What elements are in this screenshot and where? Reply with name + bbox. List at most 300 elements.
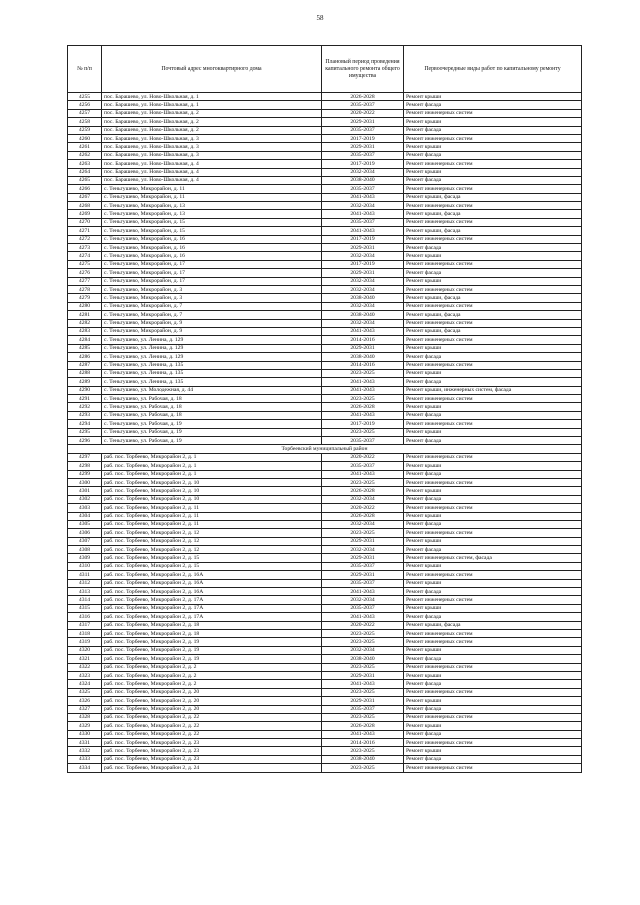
- row-period: 2032-2034: [322, 277, 404, 285]
- row-number: 4329: [68, 722, 102, 730]
- row-address: пос. Барашево, ул. Ново-Школьная, д. 4: [102, 160, 322, 168]
- table-row: [68, 151, 582, 159]
- section-title: Торбеевский муниципальный район: [68, 445, 582, 453]
- table-row: [68, 554, 582, 562]
- row-works: Ремонт крыши, фасада: [404, 327, 582, 335]
- row-period: 2038-2040: [322, 311, 404, 319]
- table-row: [68, 378, 582, 386]
- row-address: пос. Барашево, ул. Ново-Школьная, д. 1: [102, 101, 322, 109]
- row-period: 2041-2043: [322, 588, 404, 596]
- table-row: [68, 168, 582, 176]
- table-row: [68, 336, 582, 344]
- row-works: Ремонт инженерных систем: [404, 596, 582, 604]
- row-period: 2023-2025: [322, 428, 404, 436]
- row-works: Ремонт фасада: [404, 437, 582, 445]
- row-number: 4318: [68, 630, 102, 638]
- table-row: [68, 671, 582, 679]
- row-period: 2023-2025: [322, 395, 404, 403]
- row-address: раб. пос. Торбеево, Микрорайон 2, д. 2: [102, 671, 322, 679]
- row-number: 4323: [68, 671, 102, 679]
- row-address: раб. пос. Торбеево, Микрорайон 2, д. 12: [102, 529, 322, 537]
- row-works: Ремонт фасада: [404, 176, 582, 184]
- row-address: раб. пос. Торбеево, Микрорайон 2, д. 10: [102, 478, 322, 486]
- row-period: 2017-2019: [322, 420, 404, 428]
- row-works: Ремонт крыши, фасада: [404, 311, 582, 319]
- row-number: 4298: [68, 462, 102, 470]
- table-row: [68, 697, 582, 705]
- row-address: раб. пос. Торбеево, Микрорайон 2, д. 18: [102, 621, 322, 629]
- row-works: Ремонт фасада: [404, 588, 582, 596]
- table-row: [68, 269, 582, 277]
- row-period: 2017-2019: [322, 235, 404, 243]
- table-row: [68, 369, 582, 377]
- capital-repair-table: [67, 45, 582, 773]
- row-number: 4320: [68, 646, 102, 654]
- table-row: [68, 546, 582, 554]
- row-number: 4271: [68, 227, 102, 235]
- row-works: Ремонт крыши, фасада: [404, 210, 582, 218]
- row-works: Ремонт инженерных систем: [404, 134, 582, 142]
- row-address: с. Теньгушево, Микрорайон, д. 16: [102, 252, 322, 260]
- row-works: Ремонт крыши: [404, 512, 582, 520]
- row-works: Ремонт крыши: [404, 252, 582, 260]
- row-address: раб. пос. Торбеево, Микрорайон 2, д. 1: [102, 470, 322, 478]
- row-works: Ремонт инженерных систем: [404, 478, 582, 486]
- table-row: [68, 613, 582, 621]
- row-number: 4276: [68, 269, 102, 277]
- row-works: Ремонт инженерных систем: [404, 713, 582, 721]
- row-works: Ремонт фасада: [404, 470, 582, 478]
- table-row: [68, 210, 582, 218]
- row-number: 4284: [68, 336, 102, 344]
- row-address: с. Теньгушево, ул. Ленина, д. 135: [102, 378, 322, 386]
- row-works: Ремонт инженерных систем: [404, 453, 582, 461]
- table-row: [68, 604, 582, 612]
- row-address: раб. пос. Торбеево, Микрорайон 2, д. 16А: [102, 571, 322, 579]
- table-row: [68, 529, 582, 537]
- row-works: Ремонт фасада: [404, 680, 582, 688]
- table-row: [68, 386, 582, 394]
- row-works: Ремонт инженерных систем: [404, 504, 582, 512]
- row-number: 4258: [68, 118, 102, 126]
- row-works: Ремонт крыши, фасада: [404, 294, 582, 302]
- row-period: 2041-2043: [322, 210, 404, 218]
- row-address: раб. пос. Торбеево, Микрорайон 2, д. 15: [102, 562, 322, 570]
- row-works: Ремонт фасада: [404, 546, 582, 554]
- table-row: [68, 478, 582, 486]
- row-works: Ремонт крыши: [404, 487, 582, 495]
- row-period: 2035-2037: [322, 604, 404, 612]
- row-period: 2035-2037: [322, 185, 404, 193]
- table-row: [68, 588, 582, 596]
- table-row: [68, 252, 582, 260]
- row-works: Ремонт крыши: [404, 118, 582, 126]
- row-period: 2017-2019: [322, 160, 404, 168]
- row-works: Ремонт фасада: [404, 101, 582, 109]
- row-address: раб. пос. Торбеево, Микрорайон 2, д. 17А: [102, 596, 322, 604]
- row-period: 2041-2043: [322, 327, 404, 335]
- row-works: Ремонт крыши: [404, 562, 582, 570]
- row-works: Ремонт инженерных систем: [404, 630, 582, 638]
- row-address: пос. Барашево, ул. Ново-Школьная, д. 3: [102, 143, 322, 151]
- table-row: [68, 537, 582, 545]
- row-number: 4306: [68, 529, 102, 537]
- row-address: с. Теньгушево, Микрорайон, д. 11: [102, 193, 322, 201]
- row-period: 2029-2031: [322, 244, 404, 252]
- row-period: 2029-2031: [322, 671, 404, 679]
- table-row: [68, 285, 582, 293]
- table-row: [68, 235, 582, 243]
- row-works: Ремонт крыши: [404, 671, 582, 679]
- row-address: с. Теньгушево, Микрорайон, д. 9: [102, 319, 322, 327]
- row-address: с. Теньгушево, ул. Рабочая, д. 18: [102, 411, 322, 419]
- table-row: [68, 487, 582, 495]
- row-period: 2041-2043: [322, 193, 404, 201]
- row-works: Ремонт фасада: [404, 730, 582, 738]
- row-address: с. Теньгушево, ул. Ленина, д. 135: [102, 361, 322, 369]
- row-works: Ремонт инженерных систем: [404, 663, 582, 671]
- row-number: 4260: [68, 134, 102, 142]
- row-number: 4261: [68, 143, 102, 151]
- table-body: [68, 93, 582, 773]
- table-row: [68, 411, 582, 419]
- row-period: 2029-2031: [322, 118, 404, 126]
- row-address: раб. пос. Торбеево, Микрорайон 2, д. 22: [102, 713, 322, 721]
- row-number: 4264: [68, 168, 102, 176]
- row-works: Ремонт инженерных систем: [404, 395, 582, 403]
- table-row: [68, 227, 582, 235]
- table-row: [68, 260, 582, 268]
- row-address: с. Теньгушево, Микрорайон, д. 3: [102, 294, 322, 302]
- table-row: [68, 294, 582, 302]
- header-period: Плановый период проведения капитального ремонта общего имущества: [322, 46, 404, 93]
- row-address: с. Теньгушево, ул. Рабочая, д. 19: [102, 437, 322, 445]
- row-period: 2041-2043: [322, 470, 404, 478]
- row-number: 4299: [68, 470, 102, 478]
- row-period: 2032-2034: [322, 202, 404, 210]
- row-address: с. Теньгушево, ул. Ленина, д. 129: [102, 344, 322, 352]
- row-period: 2023-2025: [322, 688, 404, 696]
- row-address: раб. пос. Торбеево, Микрорайон 2, д. 24: [102, 764, 322, 772]
- row-works: Ремонт крыши: [404, 369, 582, 377]
- row-works: Ремонт инженерных систем: [404, 336, 582, 344]
- row-address: раб. пос. Торбеево, Микрорайон 2, д. 20: [102, 697, 322, 705]
- row-number: 4269: [68, 210, 102, 218]
- row-works: Ремонт крыши, инженерных систем, фасада: [404, 386, 582, 394]
- row-number: 4300: [68, 478, 102, 486]
- row-address: раб. пос. Торбеево, Микрорайон 2, д. 12: [102, 546, 322, 554]
- row-works: Ремонт инженерных систем: [404, 218, 582, 226]
- row-address: раб. пос. Торбеево, Микрорайон 2, д. 19: [102, 646, 322, 654]
- row-number: 4266: [68, 185, 102, 193]
- table-row: [68, 218, 582, 226]
- row-address: раб. пос. Торбеево, Микрорайон 2, д. 12: [102, 537, 322, 545]
- row-works: Ремонт крыши: [404, 646, 582, 654]
- row-address: пос. Барашево, ул. Ново-Школьная, д. 2: [102, 109, 322, 117]
- row-number: 4279: [68, 294, 102, 302]
- row-number: 4297: [68, 453, 102, 461]
- row-number: 4305: [68, 520, 102, 528]
- row-works: Ремонт крыши: [404, 579, 582, 587]
- row-works: Ремонт фасада: [404, 411, 582, 419]
- row-period: 2041-2043: [322, 378, 404, 386]
- table-header-row: [68, 46, 582, 93]
- row-address: с. Теньгушево, Микрорайон, д. 16: [102, 244, 322, 252]
- table-row: [68, 134, 582, 142]
- row-works: Ремонт инженерных систем: [404, 202, 582, 210]
- table-row: [68, 663, 582, 671]
- row-number: 4282: [68, 319, 102, 327]
- table-row: [68, 646, 582, 654]
- table-row: [68, 185, 582, 193]
- row-number: 4333: [68, 755, 102, 763]
- row-address: с. Теньгушево, Микрорайон, д. 7: [102, 302, 322, 310]
- row-works: Ремонт инженерных систем: [404, 109, 582, 117]
- row-address: раб. пос. Торбеево, Микрорайон 2, д. 23: [102, 755, 322, 763]
- row-address: пос. Барашево, ул. Ново-Школьная, д. 4: [102, 168, 322, 176]
- row-works: Ремонт инженерных систем: [404, 764, 582, 772]
- table-row: [68, 403, 582, 411]
- table-row: [68, 109, 582, 117]
- row-works: Ремонт инженерных систем: [404, 185, 582, 193]
- row-number: 4316: [68, 613, 102, 621]
- row-works: Ремонт инженерных систем: [404, 319, 582, 327]
- row-number: 4313: [68, 588, 102, 596]
- row-number: 4327: [68, 705, 102, 713]
- row-number: 4321: [68, 655, 102, 663]
- row-works: Ремонт крыши: [404, 93, 582, 101]
- row-address: с. Теньгушево, Микрорайон, д. 17: [102, 260, 322, 268]
- row-number: 4330: [68, 730, 102, 738]
- row-works: Ремонт инженерных систем: [404, 739, 582, 747]
- row-works: Ремонт крыши: [404, 462, 582, 470]
- row-period: 2020-2022: [322, 504, 404, 512]
- row-period: 2035-2037: [322, 562, 404, 570]
- table-row: [68, 202, 582, 210]
- row-address: раб. пос. Торбеево, Микрорайон 2, д. 16А: [102, 579, 322, 587]
- row-number: 4308: [68, 546, 102, 554]
- table-row: [68, 470, 582, 478]
- row-works: Ремонт фасада: [404, 353, 582, 361]
- row-period: 2017-2019: [322, 134, 404, 142]
- row-address: с. Теньгушево, Микрорайон, д. 3: [102, 285, 322, 293]
- row-address: раб. пос. Торбеево, Микрорайон 2, д. 23: [102, 739, 322, 747]
- row-number: 4331: [68, 739, 102, 747]
- row-works: Ремонт крыши: [404, 277, 582, 285]
- table-row: [68, 512, 582, 520]
- row-period: 2032-2034: [322, 252, 404, 260]
- row-address: раб. пос. Торбеево, Микрорайон 2, д. 17А: [102, 604, 322, 612]
- row-number: 4296: [68, 437, 102, 445]
- row-period: 2029-2031: [322, 269, 404, 277]
- row-works: Ремонт инженерных систем, фасада: [404, 554, 582, 562]
- row-address: с. Теньгушево, Микрорайон, д. 7: [102, 311, 322, 319]
- row-number: 4291: [68, 395, 102, 403]
- table-row: [68, 630, 582, 638]
- row-address: с. Теньгушево, Микрорайон, д. 16: [102, 235, 322, 243]
- row-address: с. Теньгушево, ул. Молодежная, д. 44: [102, 386, 322, 394]
- row-number: 4322: [68, 663, 102, 671]
- row-number: 4292: [68, 403, 102, 411]
- row-number: 4307: [68, 537, 102, 545]
- table-row: [68, 428, 582, 436]
- row-period: 2026-2028: [322, 93, 404, 101]
- row-number: 4257: [68, 109, 102, 117]
- row-period: 2020-2022: [322, 109, 404, 117]
- page-number: 58: [316, 14, 324, 22]
- row-number: 4310: [68, 562, 102, 570]
- row-period: 2014-2016: [322, 361, 404, 369]
- row-works: Ремонт крыши: [404, 428, 582, 436]
- row-address: раб. пос. Торбеево, Микрорайон 2, д. 20: [102, 705, 322, 713]
- row-address: с. Теньгушево, ул. Рабочая, д. 19: [102, 428, 322, 436]
- row-period: 2032-2034: [322, 520, 404, 528]
- row-number: 4274: [68, 252, 102, 260]
- row-period: 2020-2022: [322, 453, 404, 461]
- table-row: [68, 520, 582, 528]
- row-works: Ремонт инженерных систем: [404, 235, 582, 243]
- table-row: [68, 504, 582, 512]
- row-number: 4281: [68, 311, 102, 319]
- row-number: 4270: [68, 218, 102, 226]
- row-number: 4301: [68, 487, 102, 495]
- table-row: [68, 361, 582, 369]
- row-address: раб. пос. Торбеево, Микрорайон 2, д. 1: [102, 453, 322, 461]
- row-address: раб. пос. Торбеево, Микрорайон 2, д. 11: [102, 512, 322, 520]
- row-period: 2038-2040: [322, 294, 404, 302]
- row-number: 4280: [68, 302, 102, 310]
- row-period: 2023-2025: [322, 630, 404, 638]
- row-period: 2026-2028: [322, 512, 404, 520]
- table-row: [68, 621, 582, 629]
- row-works: Ремонт инженерных систем: [404, 260, 582, 268]
- row-works: Ремонт инженерных систем: [404, 638, 582, 646]
- row-address: раб. пос. Торбеево, Микрорайон 2, д. 19: [102, 655, 322, 663]
- row-number: 4283: [68, 327, 102, 335]
- row-works: Ремонт крыши: [404, 168, 582, 176]
- row-number: 4288: [68, 369, 102, 377]
- table-row: [68, 713, 582, 721]
- row-address: с. Теньгушево, ул. Рабочая, д. 19: [102, 420, 322, 428]
- table-row: [68, 655, 582, 663]
- row-period: 2041-2043: [322, 680, 404, 688]
- table-row: [68, 277, 582, 285]
- table-row: [68, 118, 582, 126]
- row-number: 4262: [68, 151, 102, 159]
- row-works: Ремонт фасада: [404, 613, 582, 621]
- row-period: 2035-2037: [322, 437, 404, 445]
- row-works: Ремонт фасада: [404, 269, 582, 277]
- row-period: 2041-2043: [322, 411, 404, 419]
- row-address: раб. пос. Торбеево, Микрорайон 2, д. 18: [102, 630, 322, 638]
- row-works: Ремонт крыши: [404, 143, 582, 151]
- row-works: Ремонт крыши: [404, 747, 582, 755]
- row-number: 4294: [68, 420, 102, 428]
- row-works: Ремонт инженерных систем: [404, 571, 582, 579]
- row-works: Ремонт крыши: [404, 537, 582, 545]
- row-address: с. Теньгушево, Микрорайон, д. 17: [102, 277, 322, 285]
- table-row: [68, 244, 582, 252]
- row-period: 2026-2028: [322, 487, 404, 495]
- row-period: 2029-2031: [322, 537, 404, 545]
- row-address: с. Теньгушево, ул. Рабочая, д. 18: [102, 395, 322, 403]
- row-address: пос. Барашево, ул. Ново-Школьная, д. 4: [102, 176, 322, 184]
- row-works: Ремонт крыши: [404, 344, 582, 352]
- row-period: 2014-2016: [322, 739, 404, 747]
- row-works: Ремонт крыши: [404, 722, 582, 730]
- row-address: с. Теньгушево, Микрорайон, д. 13: [102, 202, 322, 210]
- row-works: Ремонт инженерных систем: [404, 420, 582, 428]
- row-number: 4267: [68, 193, 102, 201]
- row-address: с. Теньгушево, ул. Рабочая, д. 18: [102, 403, 322, 411]
- table-row: [68, 495, 582, 503]
- row-period: 2029-2031: [322, 554, 404, 562]
- row-address: раб. пос. Торбеево, Микрорайон 2, д. 19: [102, 638, 322, 646]
- table-row: [68, 571, 582, 579]
- row-works: Ремонт инженерных систем: [404, 302, 582, 310]
- table-row: [68, 344, 582, 352]
- row-number: 4325: [68, 688, 102, 696]
- row-period: 2035-2037: [322, 218, 404, 226]
- row-address: с. Теньгушево, Микрорайон, д. 15: [102, 227, 322, 235]
- row-number: 4302: [68, 495, 102, 503]
- row-period: 2017-2019: [322, 260, 404, 268]
- row-number: 4328: [68, 713, 102, 721]
- row-works: Ремонт фасада: [404, 126, 582, 134]
- row-number: 4314: [68, 596, 102, 604]
- table-row: [68, 739, 582, 747]
- row-period: 2026-2028: [322, 722, 404, 730]
- row-period: 2023-2025: [322, 764, 404, 772]
- table-row: [68, 764, 582, 772]
- row-period: 2035-2037: [322, 705, 404, 713]
- row-period: 2029-2031: [322, 143, 404, 151]
- row-number: 4277: [68, 277, 102, 285]
- row-address: раб. пос. Торбеево, Микрорайон 2, д. 2: [102, 663, 322, 671]
- row-period: 2029-2031: [322, 571, 404, 579]
- row-works: Ремонт фасада: [404, 655, 582, 663]
- row-address: раб. пос. Торбеево, Микрорайон 2, д. 10: [102, 495, 322, 503]
- row-number: 4304: [68, 512, 102, 520]
- table-row: [68, 462, 582, 470]
- header-address: Почтовый адрес многоквартирного дома: [102, 46, 322, 93]
- table-row: [68, 193, 582, 201]
- table-row: [68, 353, 582, 361]
- table-row: [68, 755, 582, 763]
- row-works: Ремонт инженерных систем: [404, 361, 582, 369]
- row-number: 4317: [68, 621, 102, 629]
- row-works: Ремонт фасада: [404, 244, 582, 252]
- row-number: 4285: [68, 344, 102, 352]
- table-row: [68, 437, 582, 445]
- row-address: пос. Барашево, ул. Ново-Школьная, д. 2: [102, 126, 322, 134]
- row-number: 4272: [68, 235, 102, 243]
- row-period: 2032-2034: [322, 285, 404, 293]
- row-address: с. Теньгушево, Микрорайон, д. 11: [102, 185, 322, 193]
- table-row: [68, 680, 582, 688]
- row-number: 4278: [68, 285, 102, 293]
- row-works: Ремонт крыши, фасада: [404, 193, 582, 201]
- row-works: Ремонт крыши: [404, 697, 582, 705]
- row-period: 2038-2040: [322, 655, 404, 663]
- row-period: 2038-2040: [322, 755, 404, 763]
- row-period: 2035-2037: [322, 462, 404, 470]
- row-address: раб. пос. Торбеево, Микрорайон 2, д. 16А: [102, 588, 322, 596]
- table-row: [68, 319, 582, 327]
- row-period: 2032-2034: [322, 596, 404, 604]
- row-works: Ремонт фасада: [404, 495, 582, 503]
- row-period: 2038-2040: [322, 353, 404, 361]
